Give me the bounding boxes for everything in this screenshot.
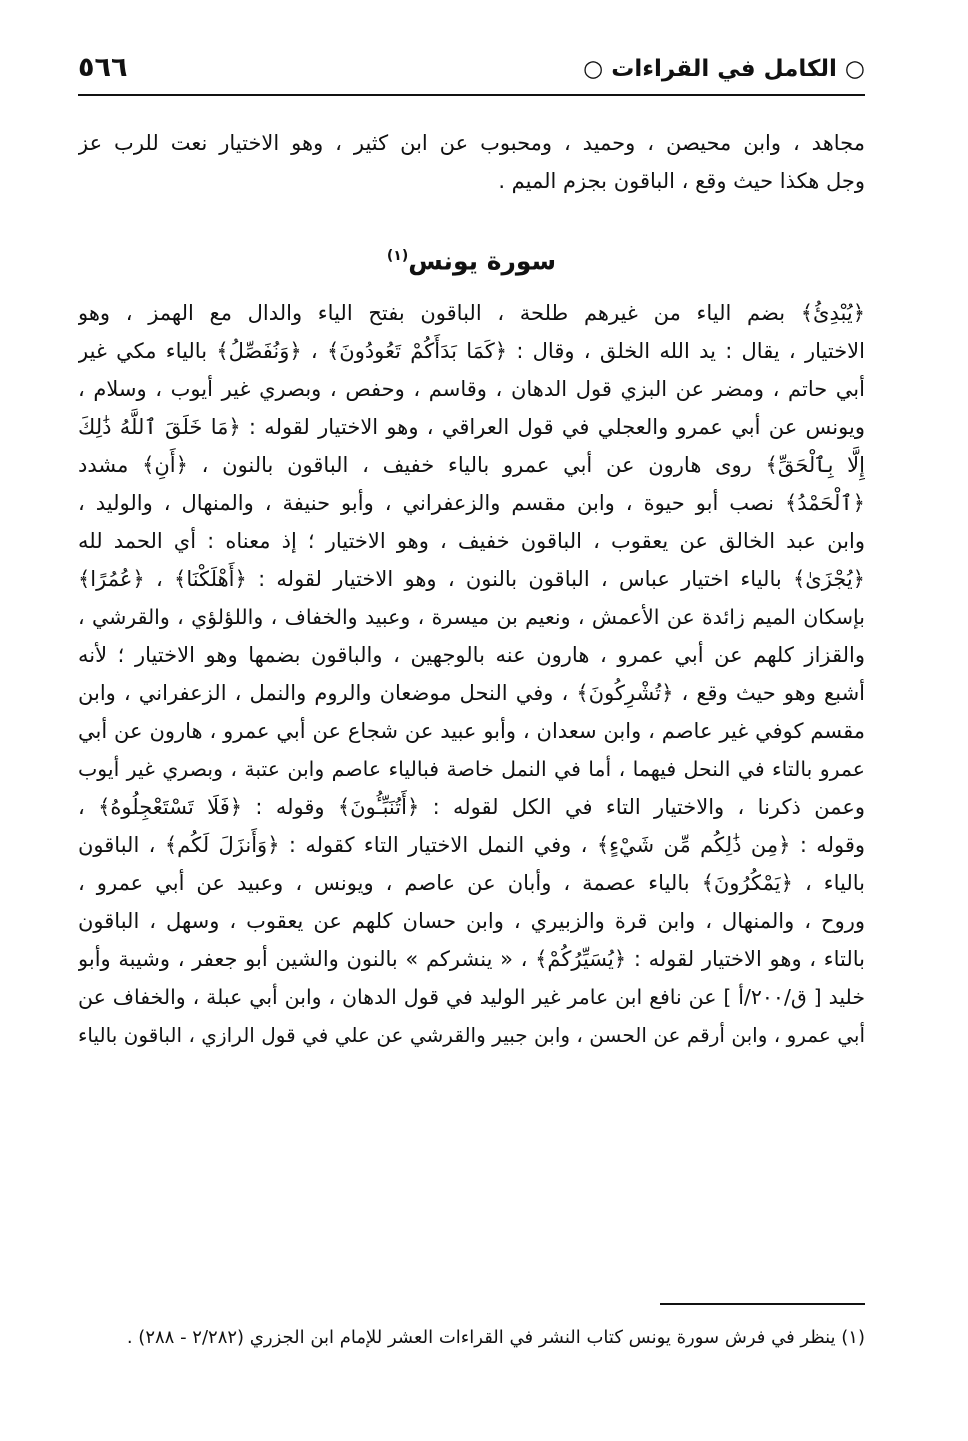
text-line: ﴿ٱلْحَمْدُ﴾ نصب أبو حيوة ، وابن مقسم والزعفراني ، وأبو حنيفة ، والمنهال ، والوليد ، xyxy=(78,491,865,515)
text-line: ﴿يُجْزَىٰ﴾ بالياء اختيار عباس ، الباقون بالنون ، وهو الاختيار لقوله : ﴿أَهْلَكْنَا﴾ ، ﴿عُمُرًا﴾ xyxy=(78,567,865,591)
book-title: ○ الكامل في القراءات ○ xyxy=(583,56,865,82)
text-line: والقزاز كلهم عن أبي عمرو ، هارون عنه بالوجهين ، والباقون بضمها وهو الاختيار ؛ لأنه xyxy=(78,643,865,667)
text-line: وروح ، والمنهال ، وابن قرة والزبيري ، وابن حسان كلهم عن يعقوب ، وسهل ، الباقون xyxy=(78,909,865,933)
text-line: ﴿يُبْدِئُ﴾ بضم الياء من غيرهم طلحة ، الباقون بفتح الياء والدال مع الهمز ، وهو xyxy=(78,301,865,325)
footnote-marker: (١) xyxy=(386,248,409,264)
text-line: أبي حاتم ، ومضر عن البزي قول الدهان ، وقاسم ، وحفص ، وبصري غير أيوب ، وسلام ، xyxy=(78,377,865,401)
text-line: بالتاء ، وهو الاختيار لقوله : ﴿يُسَيِّرُكُمْ﴾ ، « ينشركم » بالنون والشين أبو جعفر ، وشيبة وأبو xyxy=(78,947,865,971)
text-line: ويونس عن أبي عمرو والعجلي في قول العراقي ، وهو الاختيار لقوله : ﴿مَا خَلَقَ ٱللَّهُ ذَٰلِكَ xyxy=(78,415,865,439)
section-heading xyxy=(78,234,865,283)
text-line: وقوله : ﴿مِن ذَٰلِكُم مِّن شَيْءٍ﴾ ، وفي النمل الاختيار التاء كقوله : ﴿وَأَنزَلَ لَكُم﴾ ، الباقون xyxy=(78,833,865,857)
text-line: مقسم كوفي غير عاصم ، وابن سعدان ، وأبو عبيد عن شجاع عن أبي عمرو ، هارون عن أبي xyxy=(78,719,865,743)
section-title: سورة يونس xyxy=(408,246,557,276)
text-line: مجاهد ، وابن محيصن ، وحميد ، ومحبوب عن ابن كثير ، وهو الاختيار نعت للرب عز xyxy=(78,131,865,155)
text-line: أبي عمرو ، وابن أرقم عن الحسن ، وابن جبير والقرشي عن علي في قول الرازي ، الباقون بالياء xyxy=(78,1023,865,1047)
text-line: بإسكان الميم زائدة عن الأعمش ، ونعيم بن ميسرة ، وعبيد والخفاف ، واللؤلؤي ، والقرشي ، xyxy=(78,605,865,629)
text-line: أشبع وهو حيث وقع ، ﴿تُشْرِكُونَ﴾ ، وفي النحل موضعان والروم والنمل ، الزعفراني ، وابن xyxy=(78,681,865,705)
page-number: ٥٦٦ xyxy=(78,52,128,83)
body-paragraph xyxy=(78,294,865,1054)
text-line: إِلَّا بِٱلْحَقِّ﴾ روى هارون عن أبي عمرو بالياء خفيف ، الباقون بالنون ، ﴿أَنِ﴾ مشدد xyxy=(78,453,865,477)
text-line: بالياء ، ﴿يَمْكُرُونَ﴾ بالياء عصمة ، وأبان عن عاصم ، ويونس ، وعبيد عن أبي عمرو ، xyxy=(78,871,865,895)
text-line: وابن عبد الخالق عن يعقوب ، الباقون خفيف ، وهو الاختيار ؛ إذ معناه : أي الحمد لله xyxy=(78,529,865,553)
text-line: عمرو بالتاء في النحل فيهما ، أما في النمل خاصة فبالياء عاصم وابن عتبة ، وبصري غير أيوب xyxy=(78,757,865,781)
running-header xyxy=(78,50,865,96)
text-line: وجل هكذا حيث وقع ، الباقون بجزم الميم . xyxy=(498,169,865,193)
footnote-divider xyxy=(660,1303,865,1305)
intro-paragraph xyxy=(78,124,865,200)
footnote: (١) ينظر في فرش سورة يونس كتاب النشر في القراءات العشر للإمام ابن الجزري (٢/٢٨٢ - ٢٨٨) . xyxy=(126,1327,865,1348)
text-line: وعمن ذكرنا ، والاختيار التاء في الكل لقوله : ﴿أَتُنَبِّـُٔونَ﴾ وقوله : ﴿فَلَا تَسْتَعْجِلُوهُ﴾ ، xyxy=(78,795,865,819)
text-line: خليد [ ق/٢٠٠/أ ] عن نافع ابن عامر غير الوليد في قول الدهان ، وابن أبي عبلة ، والخفاف عن xyxy=(78,985,865,1009)
text-line: الاختيار ، يقال : يد الله الخلق ، وقال : ﴿كَمَا بَدَأَكُمْ تَعُودُونَ﴾ ، ﴿وَنُفَصِّلُ﴾ بالياء مكي غير xyxy=(78,339,865,363)
